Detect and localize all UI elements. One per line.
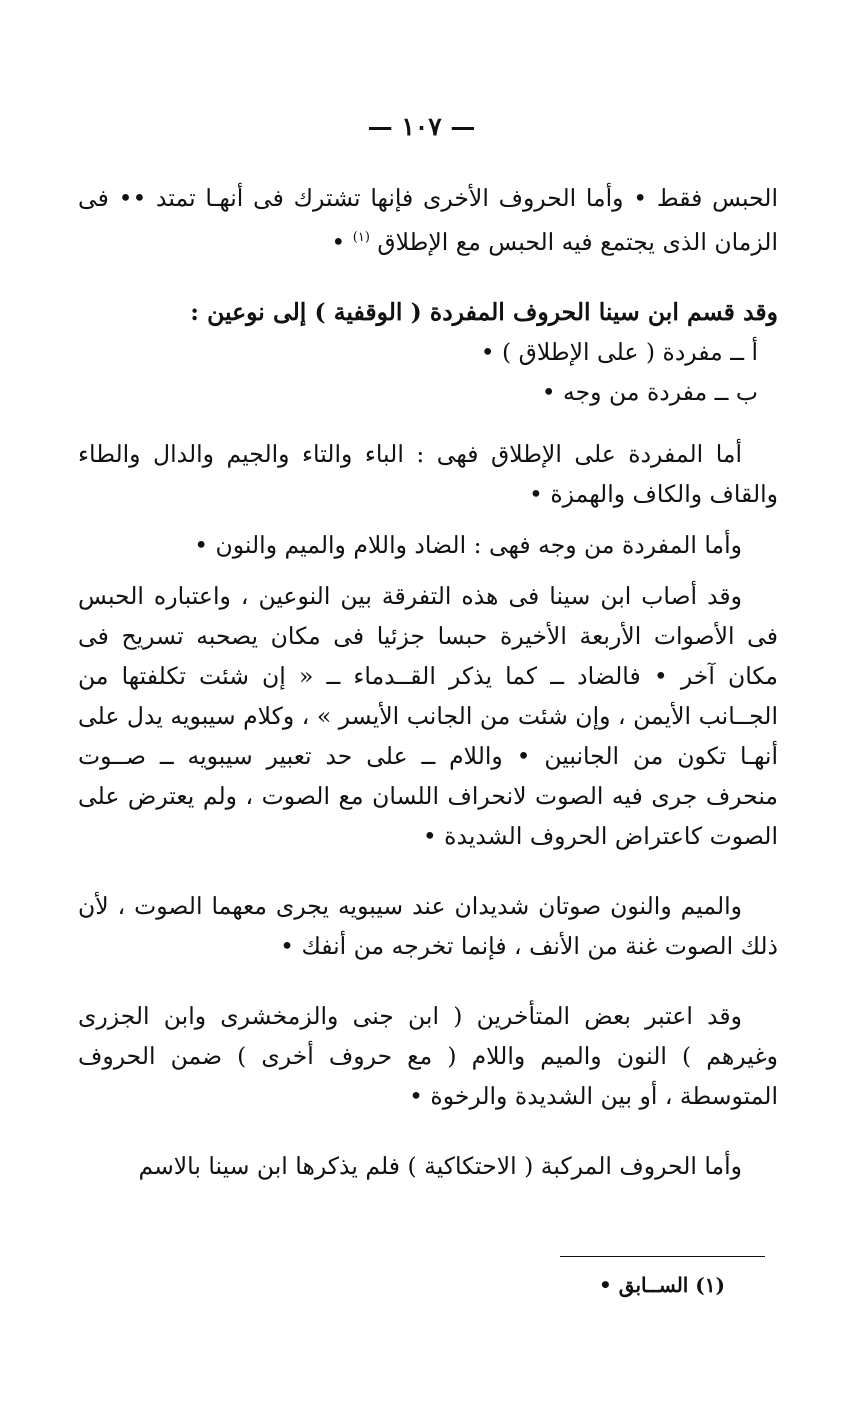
paragraph: وقد أصاب ابن سينا فى هذه التفرقة بين النوعين ، واعتباره الحبس فى الأصوات الأربعة الأخيرة حبسا جزئيا فى مكان يصحبه تسريح فى مكان آخر • فالضاد ــ كما يذكر القــدماء ــ « إن شئت تكلفتها من الجــانب الأيمن ، وإن شئت من الجانب الأيسر » ، وكلام سيبويه يدل على أنهـا تكون من الجانبين • واللام ــ على حد تعبير سيبويه ــ صــوت منحرف جرى فيه الصوت لانحراف اللسان مع الصوت ، ولم يعترض على الصوت كاعتراض الحروف الشديدة • (78, 581, 778, 850)
paragraph: وأما الحروف المركبة ( الاحتكاكية ) فلم يذكرها ابن سينا بالاسم (138, 1151, 742, 1180)
list-item: ب ــ مفردة من وجه • (541, 377, 758, 406)
list-item: أ ــ مفردة ( على الإطلاق ) • (480, 337, 758, 366)
paragraph: أما المفردة على الإطلاق فهى : الباء والتاء والجيم والدال والطاء والقاف والكاف والهمزة • (78, 439, 778, 508)
section-heading: وقد قسم ابن سينا الحروف المفردة ( الوقفية ) إلى نوعين : (190, 297, 778, 326)
paragraph: الحبس فقط • وأما الحروف الأخرى فإنها تشترك فى أنهـا تمتد •• فى الزمان الذى يجتمع فيه الحبس مع الإطلاق $^{(١)}$ • (78, 184, 778, 256)
footnote-reference: (١) (352, 230, 370, 245)
body-text (78, 178, 778, 1186)
paragraph: والميم والنون صوتان شديدان عند سيبويه يجرى معهما الصوت ، لأن ذلك الصوت غنة من الأنف ، فإنما تخرجه من أنفك • (78, 891, 778, 960)
footnote-divider (560, 1256, 765, 1257)
paragraph: وقد اعتبر بعض المتأخرين ( ابن جنى والزمخشرى وابن الجزرى وغيرهم ) النون والميم واللام ( مع حروف أخرى ) ضمن الحروف المتوسطة ، أو بين الشديدة والرخوة • (78, 1001, 778, 1110)
page-number: — ١٠٧ — (367, 112, 476, 141)
footnote: (١) الســابق • (599, 1273, 725, 1297)
paragraph: وأما المفردة من وجه فهى : الضاد واللام والميم والنون • (194, 530, 742, 559)
